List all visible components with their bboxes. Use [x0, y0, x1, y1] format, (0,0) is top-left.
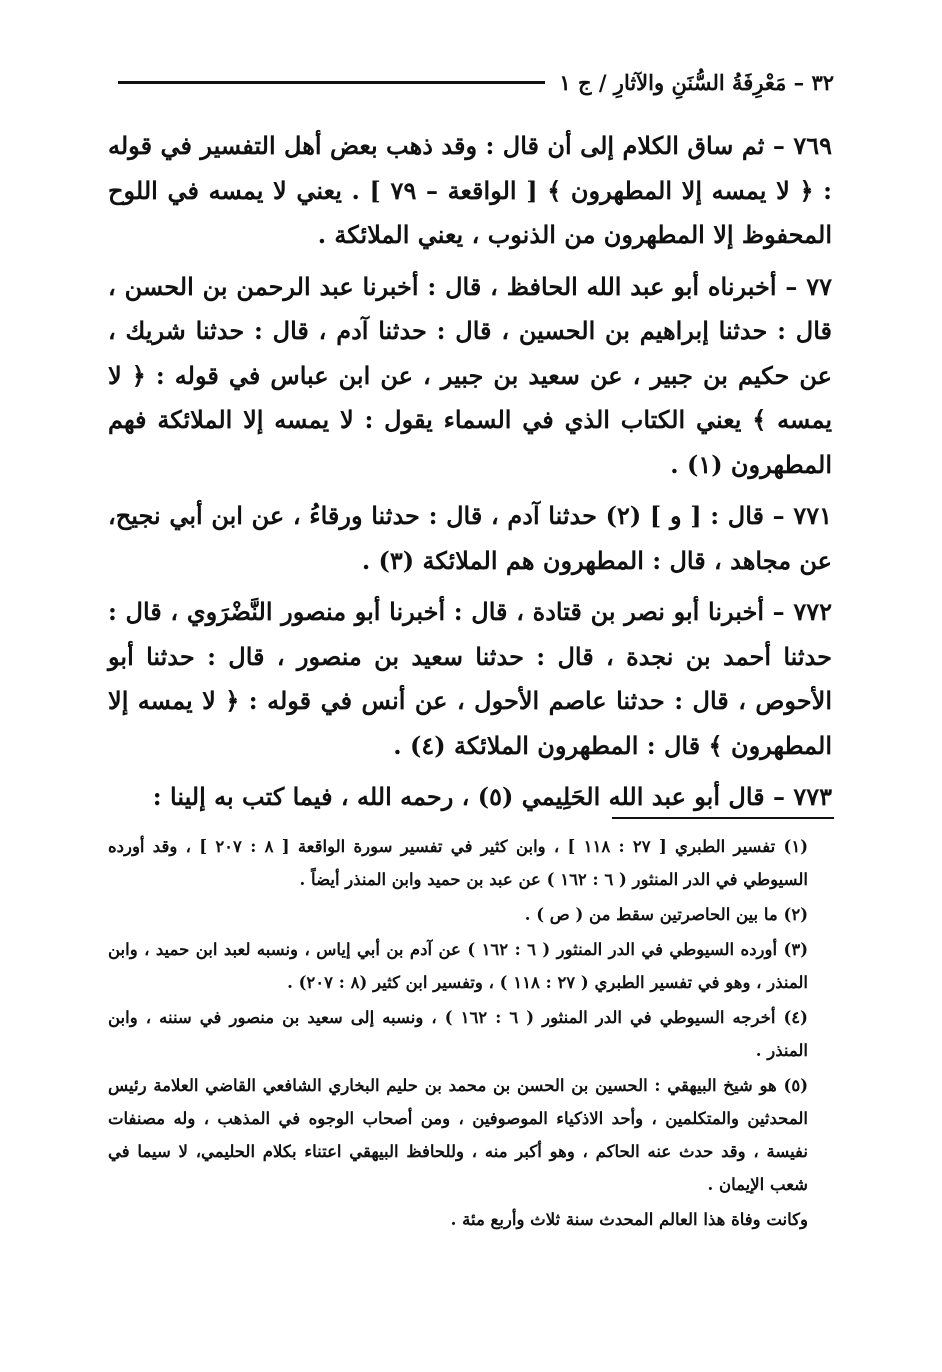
header-rule — [118, 81, 545, 84]
paragraph-773: ٧٧٣ – قال أبو عبد الله الحَلِيمي (٥) ، رحمه الله ، فيما كتب به إلينا : — [152, 782, 832, 811]
footnote-5-continuation: وكانت وفاة هذا العالم المحدث سنة ثلاث وأربع مئة . — [450, 1210, 808, 1229]
footnote-3: (٣) أورده السيوطي في الدر المنثور ( ٦ : ١٦٢ ) عن آدم بن أبي إياس ، ونسبه لعبد ابن حميد ، وابن المنذر ، وهو في تفسير الطبري ( ٢٧ : ١١٨ ) ، وتفسير ابن كثير (٨ : ٢٠٧) . — [108, 940, 808, 992]
paragraph-772: ٧٧٢ – أخبرنا أبو نصر بن قتادة ، قال : أخبرنا أبو منصور النَّضْرَوي ، قال : حدثنا أحمد بن نجدة ، قال : حدثنا سعيد بن منصور ، قال : حدثنا أبو الأحوص ، قال : حدثنا عاصم الأحول ، عن أنس في قوله : ﴿ لا يمسه إلا المطهرون ﴾ قال : المطهرون الملائكة (٤) . — [108, 597, 832, 760]
footnote-1: (١) تفسير الطبري [ ٢٧ : ١١٨ ] ، وابن كثير في تفسير سورة الواقعة [ ٨ : ٢٠٧ ] ، وقد أورده السيوطي في الدر المنثور ( ٦ : ١٦٢ ) عن عبد بن حميد وابن المنذر أيضاً . — [108, 837, 808, 889]
paragraph-771: ٧٧١ – قال : [ و ] (٢) حدثنا آدم ، قال : حدثنا ورقاءُ ، عن ابن أبي نجيح، عن مجاهد ، قال : المطهرون هم الملائكة (٣) . — [108, 501, 832, 575]
page-header — [118, 62, 834, 102]
running-title: ٣٢ – مَعْرِفَةُ السُّنَنِ والآثارِ / ج ١ — [559, 69, 834, 95]
footnote-separator — [612, 817, 834, 819]
footnotes — [108, 830, 832, 1238]
paragraph-770: ٧٧ – أخبرناه أبو عبد الله الحافظ ، قال : أخبرنا عبد الرحمن بن الحسن ، قال : حدثنا إبراهيم بن الحسين ، قال : حدثنا آدم ، قال : حدثنا شريك ، عن حكيم بن جبير ، عن سعيد بن جبير ، عن ابن عباس في قوله : ﴿ لا يمسه ﴾ يعني الكتاب الذي في السماء يقول : لا يمسه إلا الملائكة فهم المطهرون (١) . — [108, 271, 832, 479]
footnote-5: (٥) هو شيخ البيهقي : الحسين بن الحسن بن محمد بن حليم البخاري الشافعي القاضي العلامة رئيس المحدثين والمتكلمين ، وأحد الاذكياء الموصوفين ، ومن أصحاب الوجوه في المذهب ، وله مصنفات نفيسة ، وقد حدث عنه الحاكم ، وهو أكبر منه ، وللحافظ البيهقي اعتناء بكلام الحليمي، لا سيما في شعب الإيمان . — [108, 1076, 808, 1194]
footnote-4: (٤) أخرجه السيوطي في الدر المنثور ( ٦ : ١٦٢ ) ، ونسبه إلى سعيد بن منصور في سننه ، وابن المنذر . — [108, 1008, 808, 1060]
main-text — [108, 124, 832, 827]
footnote-2: (٢) ما بين الحاصرتين سقط من ( ص ) . — [524, 905, 808, 924]
paragraph-769: ٧٦٩ – ثم ساق الكلام إلى أن قال : وقد ذهب بعض أهل التفسير في قوله : ﴿ لا يمسه إلا المطهرون ﴾ [ الواقعة – ٧٩ ] . يعني لا يمسه في اللوح المحفوظ إلا المطهرون من الذنوب ، يعني الملائكة . — [108, 131, 833, 249]
